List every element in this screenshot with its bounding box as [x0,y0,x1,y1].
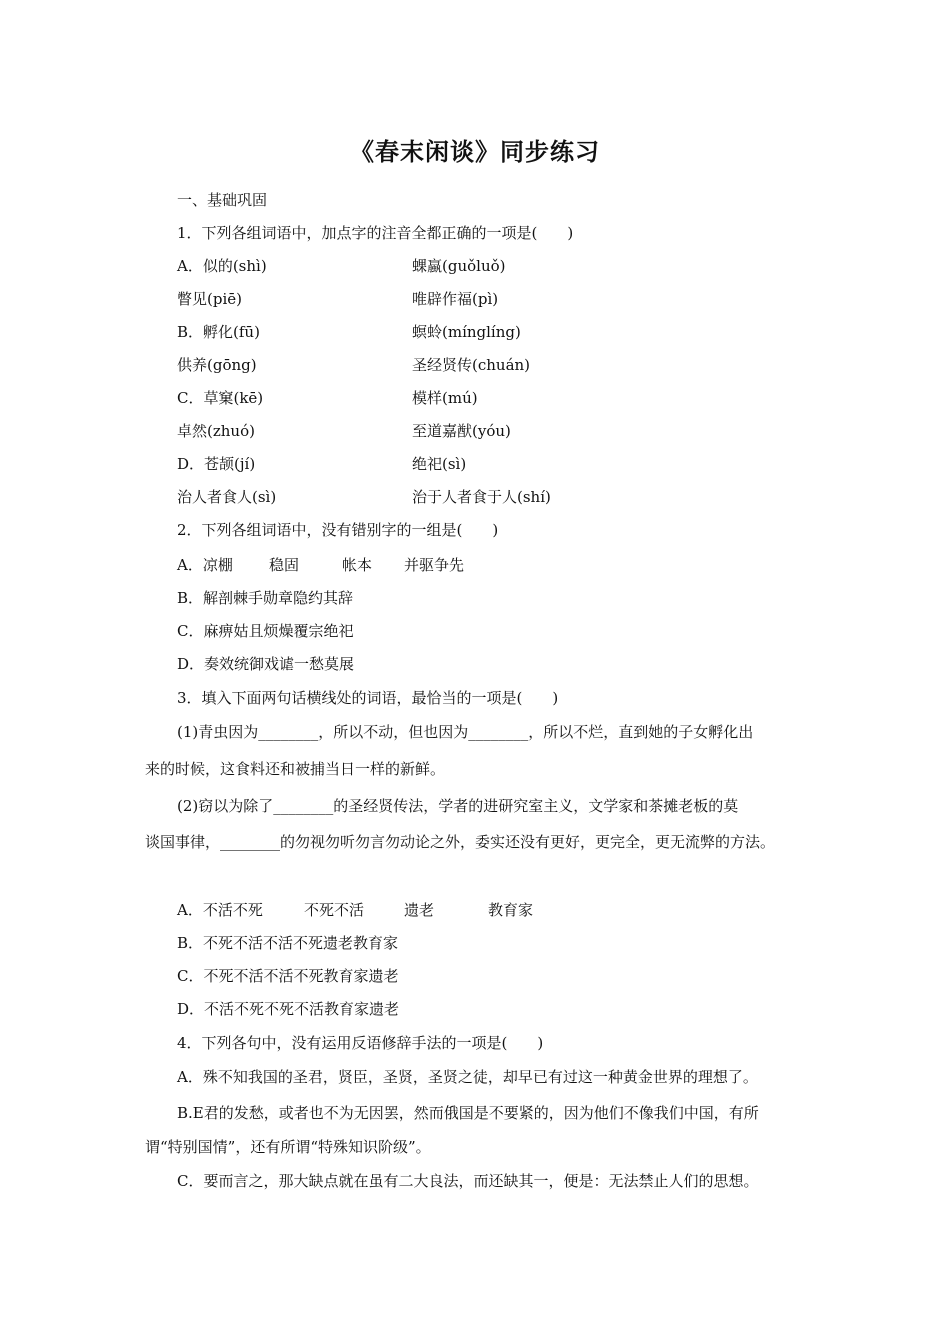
question-1-stem: 1．下列各组词语中，加点字的注音全都正确的一项是( ) [177,224,574,242]
q2-option-a-word4: 并驱争先 [404,556,465,574]
q3-sentence-1-line-2: 来的时候，这食料还和被捕当日一样的新鲜。 [145,760,446,778]
question-2-stem: 2．下列各组词语中，没有错别字的一组是( ) [177,521,499,539]
q2-option-c: C．麻痹姑且烦燥覆宗绝祀 [177,622,354,640]
q1-option-a-word4: 唯辟作福(pì) [412,290,499,308]
q3-sentence-2-line-1: (2)窃以为除了________的圣经贤传法，学者的进研究室主义，文学家和茶摊老板的莫 [177,797,739,815]
question-3-stem: 3．填入下面两句话横线处的词语，最恰当的一项是( ) [177,689,559,707]
q1-option-a-word2: 蜾蠃(guǒluǒ) [412,257,506,275]
q1-option-d-word4: 治于人者食于人(shí) [412,488,551,506]
q4-option-c: C．要而言之，那大缺点就在虽有二大良法，而还缺其一，便是：无法禁止人们的思想。 [177,1172,759,1190]
q3-option-a-word3: 遗老 [404,901,435,919]
q1-option-b-word4: 圣经贤传(chuán) [412,356,531,374]
q1-option-d-word3: 治人者食人(sì) [177,488,277,506]
q3-sentence-2-line-2: 谈国事律，________的勿视勿听勿言勿动论之外，委实还没有更好，更完全，更无流弊的方法。 [145,833,776,851]
section-heading: 一、基础巩固 [177,191,268,209]
q4-option-b-line-1: B.E君的发愁，或者也不为无因罢，然而俄国是不要紧的，因为他们不像我们中国，有所 [177,1104,759,1122]
q2-option-a [177,555,577,575]
q3-option-d: D．不活不死不死不活教育家遗老 [177,1000,400,1018]
q4-option-a: A．殊不知我国的圣君，贤臣，圣贤，圣贤之徒，却早已有过这一种黄金世界的理想了。 [177,1068,758,1086]
q1-option-b-word2: 螟蛉(mínglíng) [412,323,521,341]
q2-option-b: B．解剖棘手勋章隐约其辞 [177,589,354,607]
q3-option-a-word2: 不死不活 [304,901,365,919]
question-4-stem: 4．下列各句中，没有运用反语修辞手法的一项是( ) [177,1034,544,1052]
q3-option-c: C．不死不活不活不死教育家遗老 [177,967,399,985]
q1-option-b-word3: 供养(gōng) [177,356,257,374]
q1-option-d-word2: 绝祀(sì) [412,455,467,473]
q3-option-b: B．不死不活不活不死遗老教育家 [177,934,399,952]
q2-option-d: D．奏效统御戏谑一愁莫展 [177,655,355,673]
q3-option-a-word1: A．不活不死 [177,901,263,919]
q3-sentence-1-line-1: (1)青虫因为________，所以不动，但也因为________，所以不烂，直到她的子女孵化出 [177,723,754,741]
q3-option-a [177,900,577,920]
q1-option-b-word1: B．孵化(fū) [177,323,260,341]
document-title: 《春末闲谈》同步练习 [350,138,600,166]
q1-option-c-word2: 模样(mú) [412,389,478,407]
q1-option-c-word4: 至道嘉猷(yóu) [412,422,511,440]
q3-option-a-word4: 教育家 [488,901,534,919]
q1-option-c-word3: 卓然(zhuó) [177,422,255,440]
q2-option-a-word1: A．凉棚 [177,556,233,574]
q1-option-a-word1: A．似的(shì) [177,257,267,275]
q2-option-a-word3: 帐本 [342,556,373,574]
q1-option-a-word3: 瞥见(piē) [177,290,242,308]
q1-option-d-word1: D．苍颉(jí) [177,455,256,473]
q4-option-b-line-2: 谓“特别国情”，还有所谓“特殊知识阶级”。 [145,1138,431,1156]
q1-option-c-word1: C．草窠(kē) [177,389,264,407]
q2-option-a-word2: 稳固 [269,556,300,574]
